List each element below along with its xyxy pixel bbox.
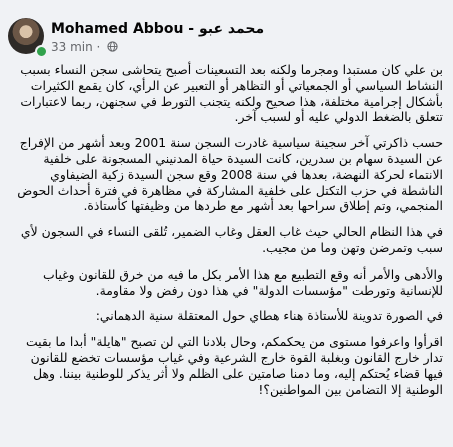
- post-meta: 33 min ·: [51, 40, 118, 54]
- post-paragraph-5: في الصورة تدوينة للأستاذة هناء هطاي حول المعتقلة سنية الدهماني:: [95, 308, 443, 324]
- post-paragraph-2: حسب ذاكرتي آخر سجينة سياسية غادرت السجن سنة 2001 وبعد أشهر من الإفراج عن السيدة سهام بن سدرين، كانت السيدة حياة المدنيني المسجونة على خلفية الانتماء لحركة النهضة، بعدها في سنة 2008 وقع سجن السيدة زكية الضيفاوي الناشطة في حزب التكتل على خلفية المشاركة في مظاهرة في فترة أحداث الحوض المنجمي، وتم إطلاق سراحها بعد أشهر مع طردها من وظيفتها كأستاذة.: [17, 135, 443, 214]
- globe-icon[interactable]: [107, 41, 118, 52]
- post-paragraph-4: والأدهى والأمر أنه وقع التطبيع مع هذا الأمر بكل ما فيه من خرق للقانون وغياب للإنسانية وتورطت "مؤسسات الدولة" في هذا دون رفض ولا مقاومة.: [43, 266, 443, 298]
- post-timestamp[interactable]: 33 min: [51, 40, 93, 54]
- online-status-icon: [35, 45, 48, 58]
- author-name[interactable]: Mohamed Abbou - محمد عبو: [51, 21, 265, 37]
- post-paragraph-3: في هذا النظام الحالي حيث غاب العقل وغاب الضمير، تُلقى النساء في السجون لأي سبب وتمرضن وتهن وما من مجيب.: [20, 224, 443, 255]
- post-header: [0, 0, 453, 60]
- post-paragraph-6: اقرأوا واعرفوا مستوى من يحكمكم، وحال بلادنا التي لن تصبح "هايلة" أبدا ما بقيت تدار خارج القانون وبغلبة القوة خارج الشرعية وفي غياب مؤسسات تخضع للقانون فيها قضاء يُحتكم إليه، وما دمنا صامتين على الظلم ولا أثر يذكر للوطنية بيننا. وهل الوطنية إلا التضامن بين المواطنين؟!: [25, 334, 443, 397]
- author-avatar[interactable]: [8, 18, 44, 54]
- post-body: [10, 62, 443, 407]
- post-paragraph-1: بن علي كان مستبدا ومجرما ولكنه بعد التسعينات أصبح يتحاشى سجن النساء بسبب النشاط السياسي أو الجمعياتي أو التظاهر أو التعبير عن الرأي، كان يقمع الكثيرات بأشكال إجرامية مختلفة، هذا صحيح ولكنه يتجنب التورط في سجنهن، ربما لاعتبارات تتعلق بالضغط الدولي عليه أو لسبب آخر.: [20, 62, 443, 125]
